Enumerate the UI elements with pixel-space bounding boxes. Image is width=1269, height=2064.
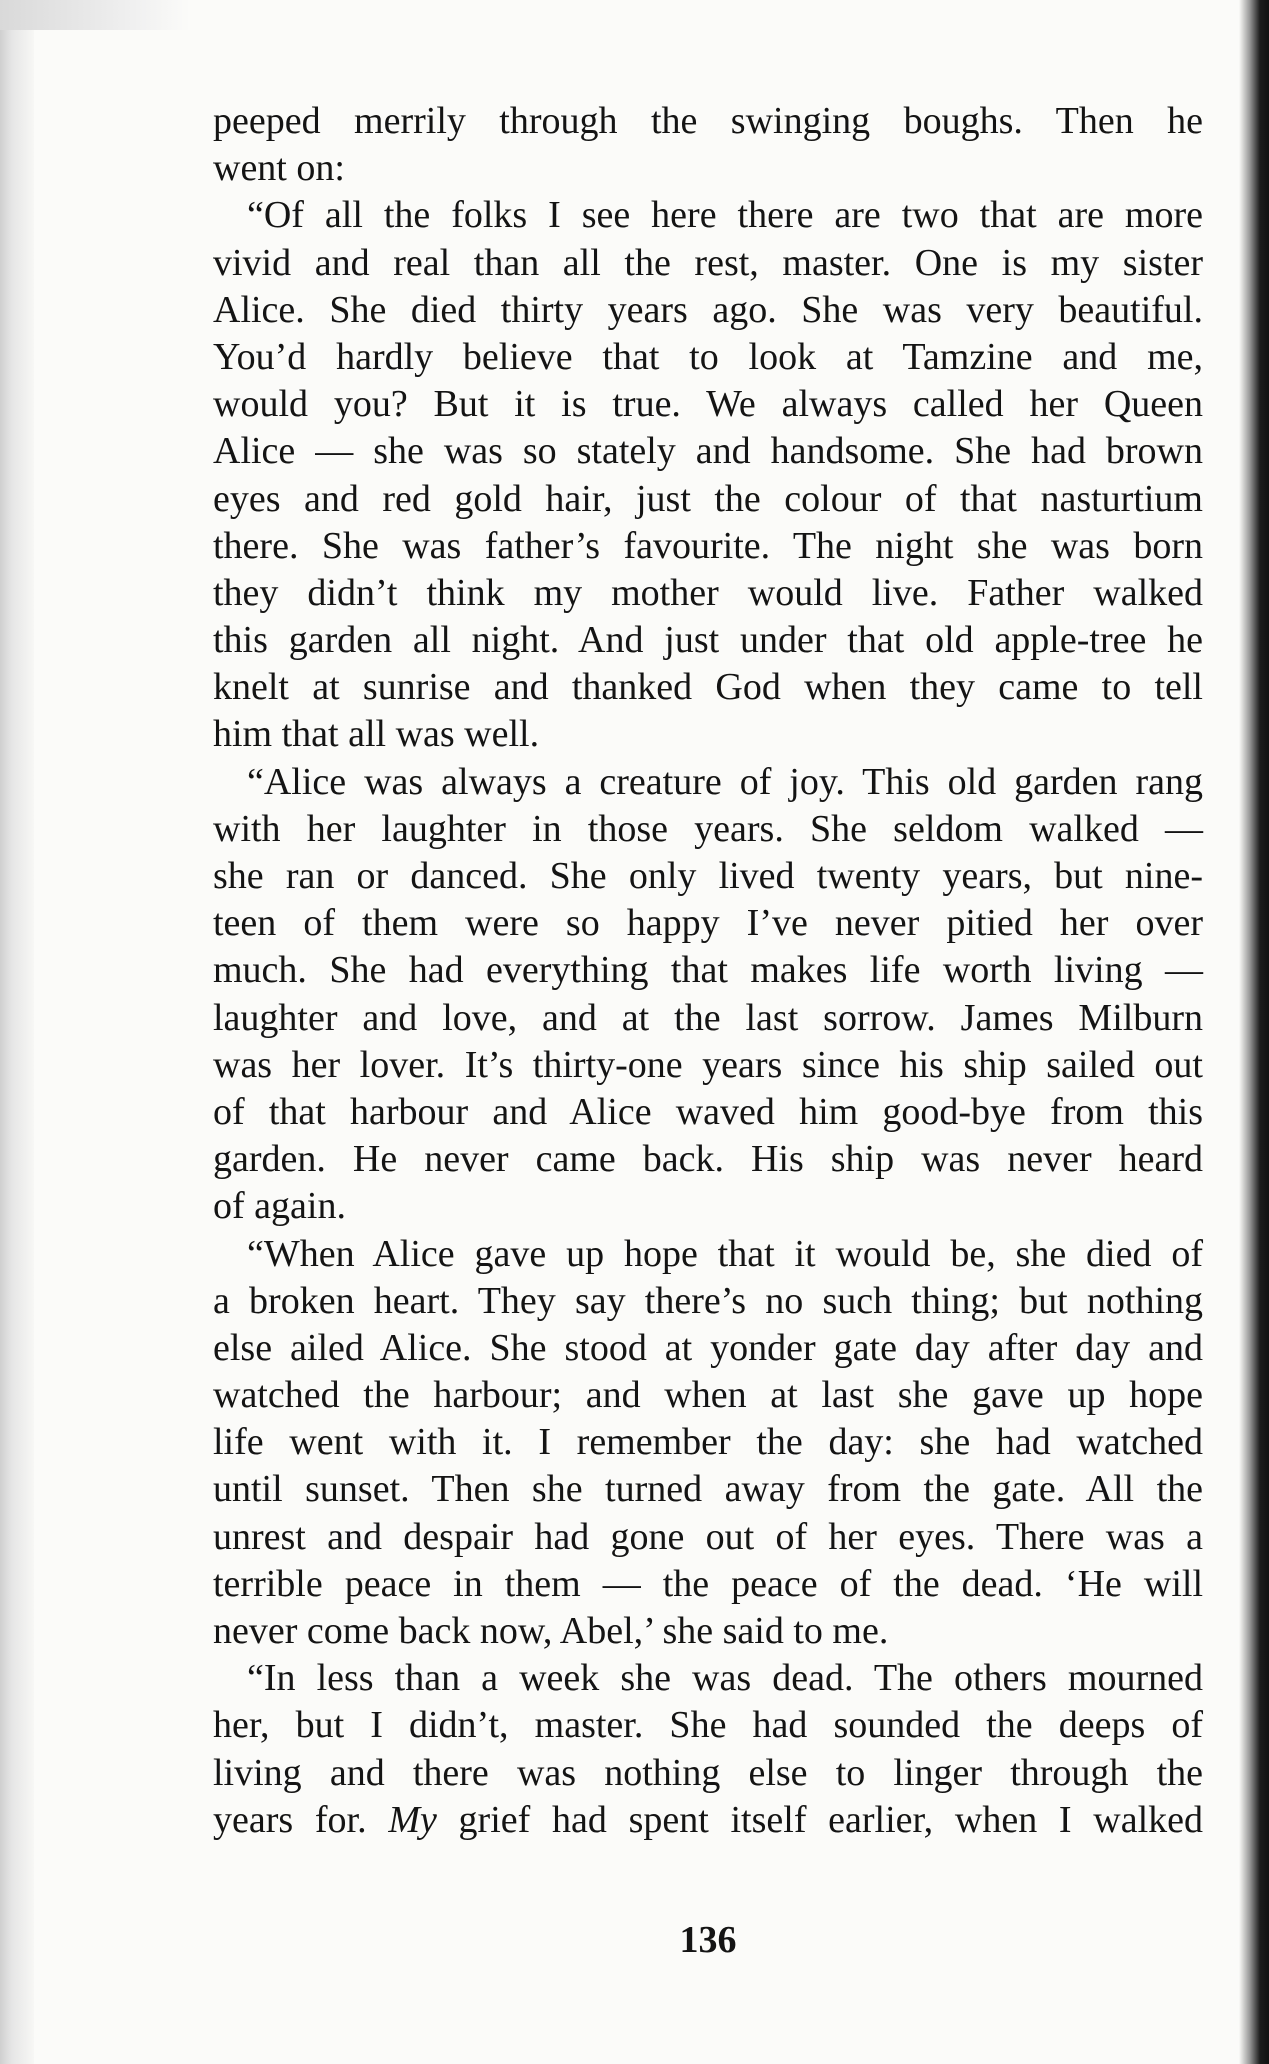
text-line: terrible peace in them — the peace of the dead. ‘He will (213, 1562, 1203, 1605)
text-line: You’d hardly believe that to look at Tamzine and me, (213, 335, 1203, 378)
text-line: until sunset. Then she turned away from the gate. All the (213, 1468, 1203, 1511)
emphasized-word: My (388, 1798, 437, 1841)
text-line: garden. He never came back. His ship was never heard (213, 1138, 1203, 1181)
page-edge-shadow (1239, 0, 1269, 2064)
page-corner-scan-noise (0, 0, 190, 30)
text-line: knelt at sunrise and thanked God when they came to tell (213, 666, 1203, 709)
text-line: him that all was well. (213, 713, 540, 756)
text-line: they didn’t think my mother would live. Father walked (213, 571, 1203, 614)
text-line: else ailed Alice. She stood at yonder gate day after day and (213, 1326, 1203, 1369)
text-line: “In less than a week she was dead. The others mourned (247, 1657, 1203, 1700)
page-number: 136 (679, 1919, 737, 1961)
text-line: “Alice was always a creature of joy. This old garden rang (247, 760, 1203, 803)
text-line: never come back now, Abel,’ she said to me. (213, 1610, 889, 1652)
text-line: life went with it. I remember the day: she had watched (213, 1421, 1203, 1464)
text-line: laughter and love, and at the last sorrow. James Milburn (213, 996, 1203, 1039)
text-line: watched the harbour; and when at last she gave up hope (213, 1374, 1203, 1417)
text-line: she ran or danced. She only lived twenty years, but nine- (213, 855, 1203, 897)
text-line: her, but I didn’t, master. She had sounded the deeps of (213, 1704, 1203, 1747)
text-line: there. She was father’s favourite. The night she was born (213, 524, 1203, 567)
text-line: much. She had everything that makes life worth living — (213, 949, 1203, 992)
text-line: a broken heart. They say there’s no such thing; but nothing (213, 1279, 1203, 1322)
text-line: eyes and red gold hair, just the colour of that nasturtium (213, 477, 1203, 520)
page-gutter-shadow (0, 0, 34, 2064)
text-line: of again. (213, 1185, 346, 1228)
text-line-last (213, 1797, 1203, 1844)
body-text (213, 98, 1203, 1844)
text-line: “Of all the folks I see here there are two that are more (247, 194, 1203, 237)
text-line: vivid and real than all the rest, master. One is my sister (213, 241, 1203, 284)
text-line: was her lover. It’s thirty-one years since his ship sailed out (213, 1043, 1203, 1086)
text-line: with her laughter in those years. She seldom walked — (213, 807, 1203, 850)
text-line: went on: (213, 147, 345, 190)
text-line: Alice — she was so stately and handsome. She had brown (213, 430, 1203, 473)
text-run: grief had spent itself earlier, when I walked (436, 1798, 1203, 1841)
text-line: teen of them were so happy I’ve never pitied her over (213, 902, 1203, 945)
text-line: would you? But it is true. We always called her Queen (213, 383, 1203, 426)
text-line: this garden all night. And just under that old apple-tree he (213, 619, 1203, 662)
text-line: of that harbour and Alice waved him good-bye from this (213, 1090, 1203, 1133)
text-line: “When Alice gave up hope that it would be, she died of (247, 1232, 1203, 1275)
text-line: living and there was nothing else to linger through the (213, 1751, 1203, 1794)
text-line: Alice. She died thirty years ago. She was very beautiful. (213, 288, 1203, 331)
text-run: years for. (213, 1798, 389, 1841)
text-line: unrest and despair had gone out of her eyes. There was a (213, 1515, 1203, 1558)
text-line: peeped merrily through the swinging boughs. Then he (213, 100, 1203, 142)
